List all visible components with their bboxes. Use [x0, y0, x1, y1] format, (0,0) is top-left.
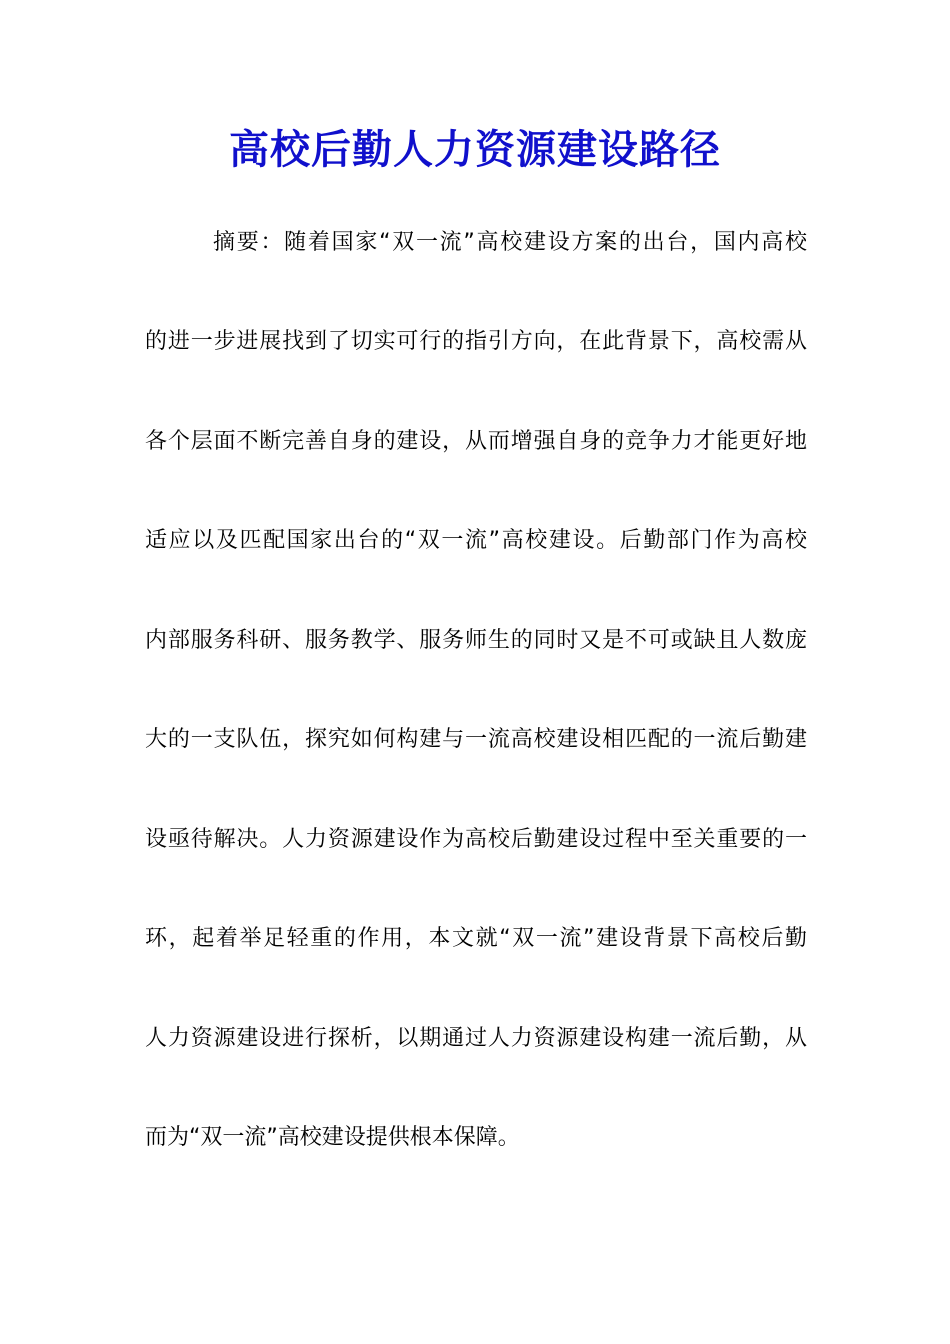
abstract-line-5: 内部服务科研、服务教学、服务师生的同时又是不可或缺且人数庞: [145, 628, 807, 653]
abstract-line-4: 适应以及匹配国家出台的“双一流”高校建设。后勤部门作为高校: [145, 528, 807, 553]
document-title: 高校后勤人力资源建设路径: [229, 126, 721, 173]
abstract-line-6: 大的一支队伍，探究如何构建与一流高校建设相匹配的一流后勤建: [145, 727, 807, 752]
abstract-line-2: 的进一步进展找到了切实可行的指引方向，在此背景下，高校需从: [145, 329, 807, 354]
abstract-line-8: 环，起着举足轻重的作用，本文就“双一流”建设背景下高校后勤: [145, 926, 807, 951]
abstract-line-7: 设亟待解决。人力资源建设作为高校后勤建设过程中至关重要的一: [145, 827, 807, 852]
abstract-line-1: 摘要：随着国家“双一流”高校建设方案的出台，国内高校: [213, 230, 807, 255]
abstract-line-10: 而为“双一流”高校建设提供根本保障。: [145, 1125, 520, 1150]
abstract-line-3: 各个层面不断完善自身的建设，从而增强自身的竞争力才能更好地: [145, 429, 807, 454]
abstract-line-9: 人力资源建设进行探析，以期通过人力资源建设构建一流后勤，从: [145, 1026, 807, 1051]
